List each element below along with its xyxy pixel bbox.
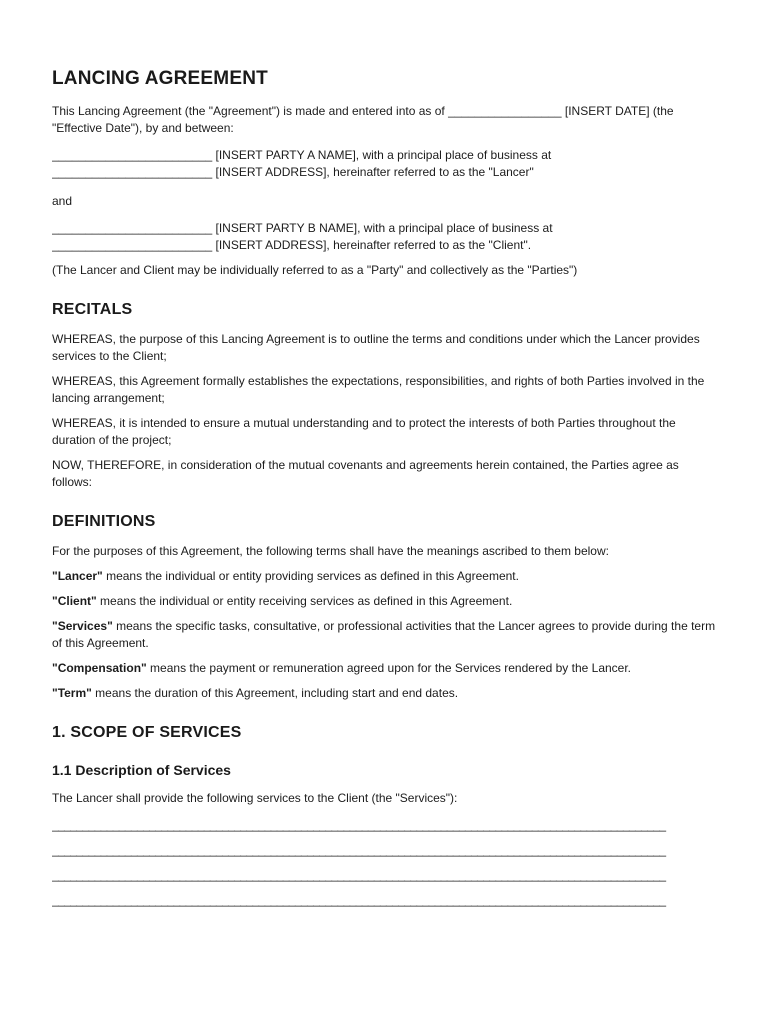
recital-item: WHEREAS, it is intended to ensure a mutual understanding and to protect the interests of both Parties throughout the duration of the project;: [52, 416, 676, 447]
definition-text: means the duration of this Agreement, including start and end dates.: [91, 686, 459, 700]
recital-item: NOW, THEREFORE, in consideration of the mutual covenants and agreements herein contained, the Parties agree as follows:: [52, 458, 679, 489]
definition-term: "Term": [52, 686, 92, 700]
recital-item: WHEREAS, the purpose of this Lancing Agreement is to outline the terms and conditions under which the Lancer provides services to the Client;: [52, 332, 700, 363]
scope-heading: 1. SCOPE OF SERVICES: [52, 724, 242, 741]
definition-item: [52, 660, 718, 677]
definitions-heading: DEFINITIONS: [52, 513, 156, 530]
definition-item: [52, 685, 718, 702]
services-blank-line: _____________________________________________________________________________________________________: [52, 893, 666, 907]
definitions-intro: For the purposes of this Agreement, the following terms shall have the meanings ascribed to them below:: [52, 544, 609, 558]
definition-text: means the payment or remuneration agreed upon for the Services rendered by the Lancer.: [146, 661, 632, 675]
party-b-line-2: ________________________ [INSERT ADDRESS], hereinafter referred to as the "Client".: [52, 238, 532, 252]
party-a-line-1: ________________________ [INSERT PARTY A NAME], with a principal place of business at: [52, 148, 552, 162]
services-blank-line: _____________________________________________________________________________________________________: [52, 843, 666, 857]
scope-subheading: 1.1 Description of Services: [52, 762, 231, 778]
definition-text: means the individual or entity receiving services as defined in this Agreement.: [96, 594, 513, 608]
definition-term: "Compensation": [52, 661, 147, 675]
recital-item: WHEREAS, this Agreement formally establishes the expectations, responsibilities, and rights of both Parties involved in the lancing arrangement;: [52, 374, 705, 405]
definition-term: "Client": [52, 594, 97, 608]
definition-term: "Lancer": [52, 569, 103, 583]
parties-note: (The Lancer and Client may be individually referred to as a "Party" and collectively as the "Parties"): [52, 263, 578, 277]
document-title: LANCING AGREEMENT: [52, 68, 268, 89]
definition-item: [52, 593, 718, 610]
definition-item: [52, 568, 718, 585]
definition-item: [52, 618, 718, 652]
scope-intro: The Lancer shall provide the following services to the Client (the "Services"):: [52, 791, 458, 805]
and-text: and: [52, 194, 73, 208]
recitals-heading: RECITALS: [52, 301, 133, 318]
party-a-line-2: ________________________ [INSERT ADDRESS], hereinafter referred to as the "Lancer": [52, 165, 534, 179]
party-b-block: [52, 220, 718, 254]
intro-paragraph: This Lancing Agreement (the "Agreement") is made and entered into as of _________________ [INSERT DATE] (the "Effective Date"), by and between:: [52, 104, 674, 135]
definition-text: means the specific tasks, consultative, or professional activities that the Lancer agrees to provide during the term of this Agreement.: [52, 619, 716, 650]
party-b-line-1: ________________________ [INSERT PARTY B NAME], with a principal place of business at: [52, 221, 553, 235]
definition-term: "Services": [52, 619, 113, 633]
services-blank-line: _____________________________________________________________________________________________________: [52, 868, 666, 882]
definition-text: means the individual or entity providing services as defined in this Agreement.: [102, 569, 519, 583]
services-blank-line: _____________________________________________________________________________________________________: [52, 818, 666, 832]
party-a-block: [52, 147, 718, 181]
services-blank-lines: [52, 817, 718, 909]
